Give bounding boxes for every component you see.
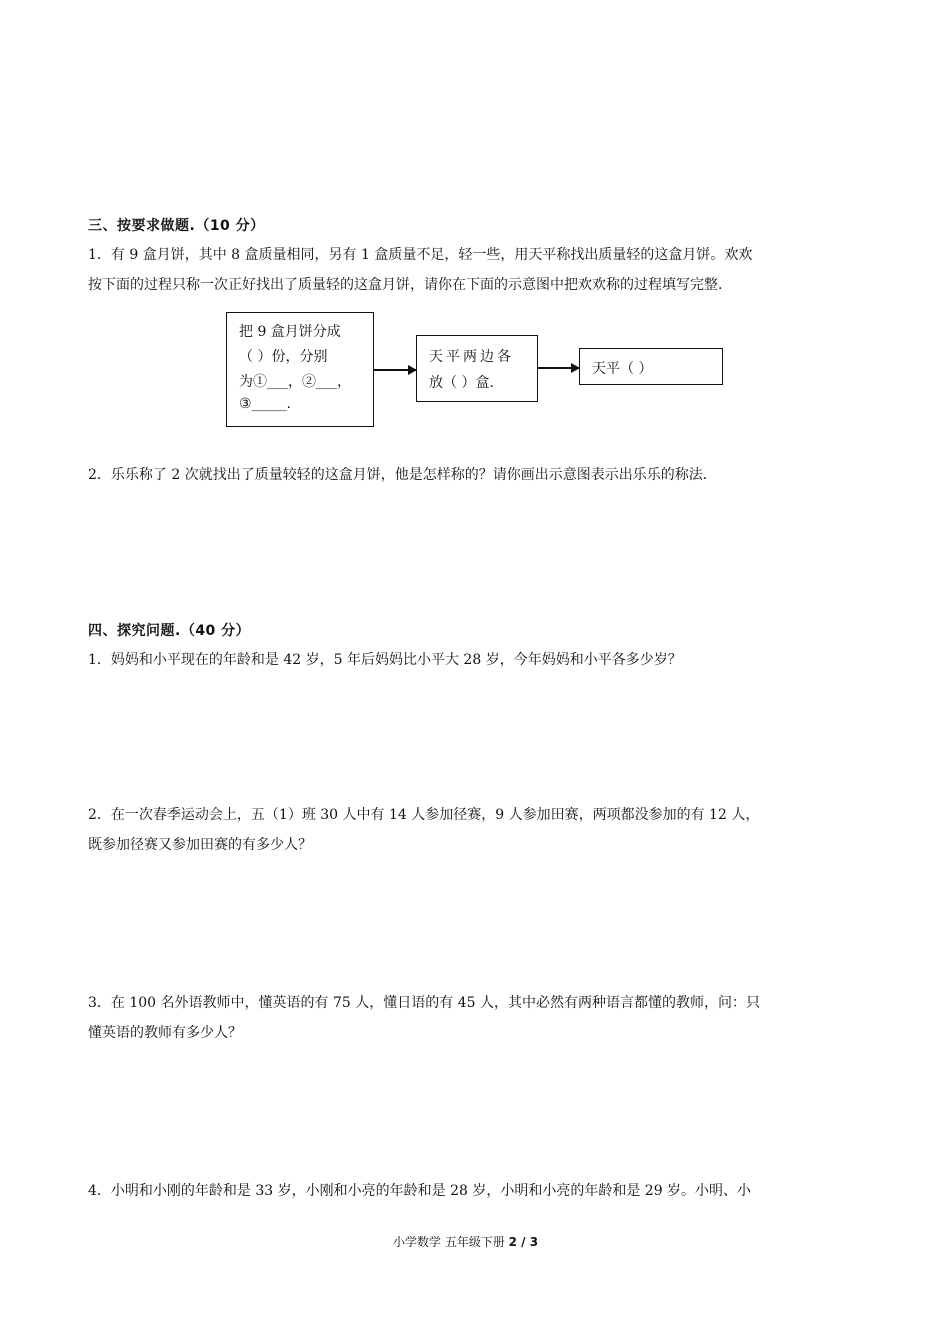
section-3-heading: 三、按要求做题.（10 分） bbox=[88, 218, 265, 234]
question-2-line-2: 既参加径赛又参加田赛的有多少人？ bbox=[88, 837, 312, 853]
diagram-box-balance-sides bbox=[416, 335, 538, 402]
question-1-line-2: 按下面的过程只称一次正好找出了质量轻的这盒月饼，请你在下面的示意图中把欢欢称的过程填写完整. bbox=[88, 277, 723, 293]
page-number: 2 / 3 bbox=[508, 1235, 539, 1249]
section-4-question-2 bbox=[88, 800, 868, 860]
section-3-question-1 bbox=[88, 240, 868, 300]
arrow-1 bbox=[374, 369, 416, 371]
page-footer bbox=[393, 1233, 538, 1250]
box-result-line-1: 天平（ ） bbox=[592, 361, 653, 377]
footer-text: 小学数学 五年级下册 bbox=[393, 1235, 505, 1249]
question-3-line-2: 懂英语的教师有多少人？ bbox=[88, 1025, 242, 1041]
question-2-line-1: 2．在一次春季运动会上，五（1）班 30 人中有 14 人参加径赛，9 人参加田赛，两项都没参加的有 12 人， bbox=[88, 807, 760, 823]
section-3-question-2: 2．乐乐称了 2 次就找出了质量较轻的这盒月饼，他是怎样称的？请你画出示意图表示出乐乐的称法. bbox=[88, 467, 708, 483]
section-4-question-3 bbox=[88, 988, 868, 1048]
section-4-heading: 四、探究问题.（40 分） bbox=[88, 623, 251, 639]
diagram-box-divide bbox=[226, 312, 374, 427]
box-balance-line-1: 天平两边各 bbox=[429, 349, 514, 365]
diagram-box-result bbox=[579, 348, 723, 385]
section-4-question-4: 4．小明和小刚的年龄和是 33 岁，小刚和小亮的年龄和是 28 岁，小明和小亮的年龄和是 29 岁。小明、小 bbox=[88, 1183, 752, 1199]
arrow-2 bbox=[538, 367, 579, 369]
section-4-question-1: 1．妈妈和小平现在的年龄和是 42 岁，5 年后妈妈比小平大 28 岁，今年妈妈和小平各多少岁？ bbox=[88, 652, 682, 668]
box-balance-line-2: 放（ ）盒. bbox=[429, 375, 494, 391]
box-divide-line-3: 为①___，②___， bbox=[239, 374, 351, 390]
question-3-line-1: 3．在 100 名外语教师中，懂英语的有 75 人，懂日语的有 45 人，其中必然有两种语言都懂的教师，问：只 bbox=[88, 995, 760, 1011]
box-divide-line-1: 把 9 盒月饼分成 bbox=[239, 324, 341, 340]
box-divide-line-4: ③_____. bbox=[239, 396, 292, 412]
question-1-line-1: 1．有 9 盒月饼，其中 8 盒质量相同，另有 1 盒质量不足，轻一些，用天平称找出质量轻的这盒月饼。欢欢 bbox=[88, 247, 753, 263]
box-divide-line-2: （ ）份，分别 bbox=[239, 349, 328, 365]
